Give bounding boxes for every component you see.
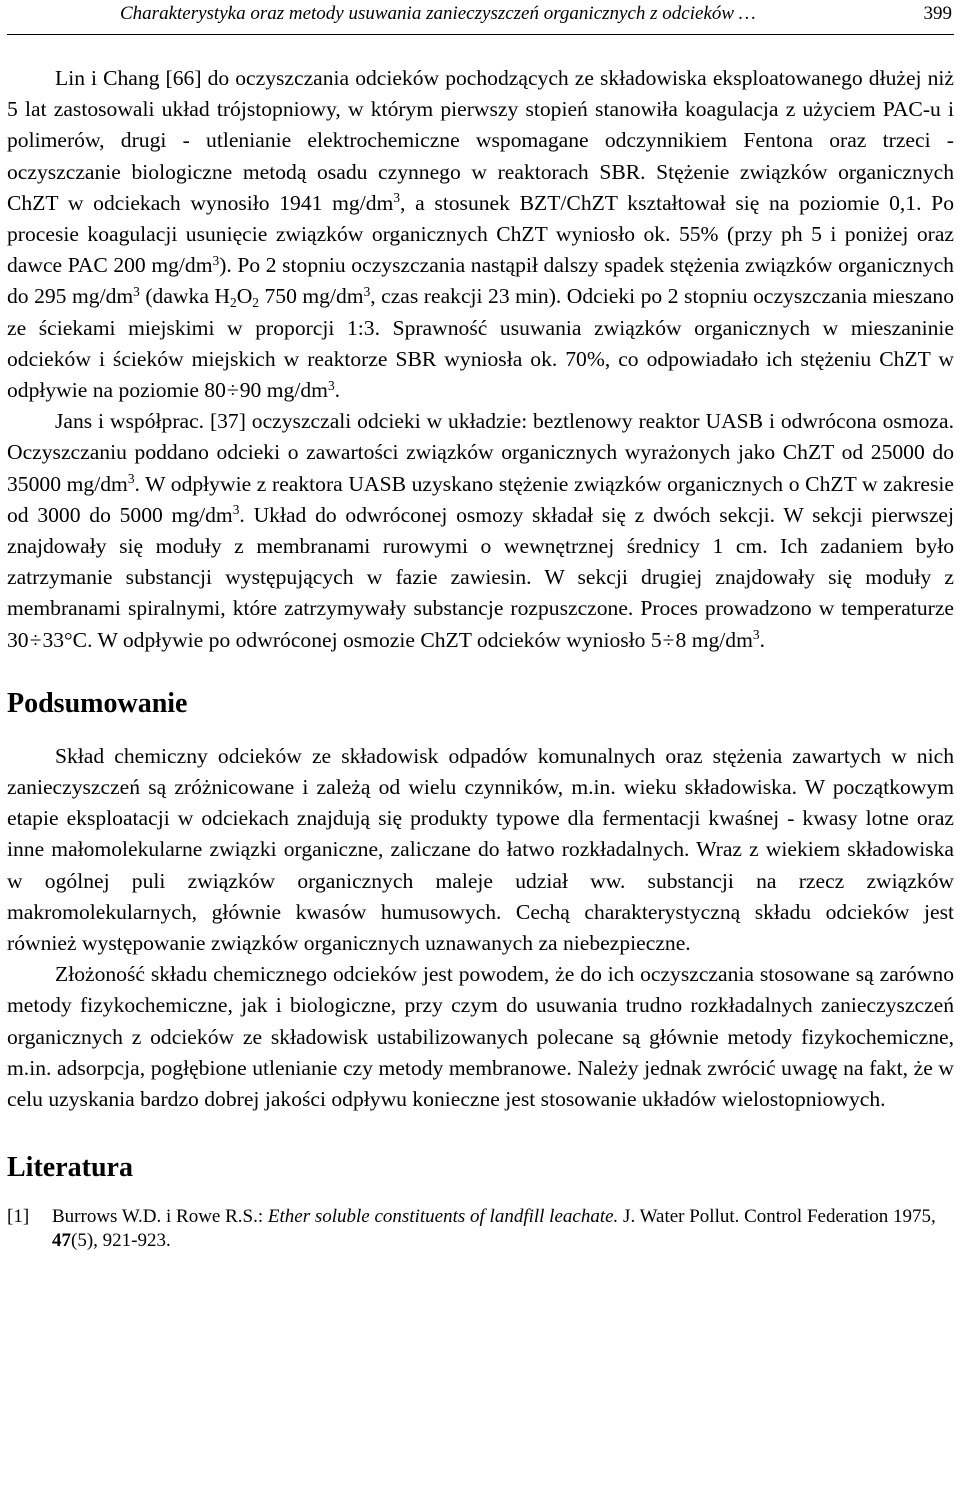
reference-volume: 47 xyxy=(52,1230,71,1252)
literature-heading: Literatura xyxy=(7,1152,133,1184)
reference-journal: J. Water Pollut. Control Federation 1975, xyxy=(618,1206,936,1228)
reference-pages: (5), 921-923. xyxy=(71,1230,171,1252)
paragraph-jans: Jans i współprac. [37] oczyszczali odcieki w układzie: beztlenowy reaktor UASB i odwrócona osmoza. Oczyszczaniu poddano odcieki o zawartości związków organicznych wyrażonych jako ChZT od 25000 do 35000 $mg/dm^3$. W odpływie z reaktora UASB uzyskano stężenie związków organicznych o ChZT w zakresie od 3000 do 5000 $mg/dm^3$. Układ do odwróconej osmozy składał się z dwóch sekcji. W sekcji pierwszej znajdowały się moduły z membranami rurowymi o wewnętrznej średnicy 1 cm. Ich zadaniem było zatrzymanie substancji występujących w fazie zawiesin. W sekcji drugiej znajdowały się moduły z membranami spiralnymi, które zatrzymywały substancje rozpuszczone. Proces prowadzono w temperaturze 30÷33°C. W odpływie po odwróconej osmozie ChZT odcieków wyniosło 5÷8 $mg/dm^3$. xyxy=(7,409,955,652)
summary-paragraph-1: Skład chemiczny odcieków ze składowisk odpadów komunalnych oraz stężenia zawartych w nich zanieczyszczeń są zróżnicowane i zależą od wielu czynników, m.in. wieku składowiska. W początkowym etapie eksploatacji w odciekach znajdują się produkty typowe dla fermentacji kwaśnej - kwasy lotne oraz inne małomolekularne związki organiczne, zaliczane do łatwo rozkładalnych. Wraz z wiekiem składowiska w ogólnej puli związków organicznych maleje udział ww. substancji na rzecz związków makromolekularnych, głównie kwasów humusowych. Cechą charakterystyczną składu odcieków jest również występowanie związków organicznych uznawanych za niebezpieczne. xyxy=(7,743,954,956)
summary-heading: Podsumowanie xyxy=(7,687,188,719)
running-header-title: Charakterystyka oraz metody usuwania zanieczyszczeń organicznych z odcieków … xyxy=(120,3,756,24)
page-number: 399 xyxy=(923,3,952,24)
reference-authors: Burrows W.D. i Rowe R.S.: xyxy=(52,1206,268,1228)
document-page xyxy=(7,0,954,1253)
summary-paragraph-2: Złożoność składu chemicznego odcieków jest powodem, że do ich oczyszczania stosowane są zarówno metody fizykochemiczne, jak i biologiczne, przy czym do usuwania trudno rozkładalnych zanieczyszczeń organicznych z odcieków ze składowisk ustabilizowanych polecane są głównie metody fizykochemiczne, m.in. adsorpcja, pogłębione utlenianie czy metody membranowe. Należy jednak zwrócić uwagę na fakt, że w celu uzyskania bardzo dobrej jakości odpływu konieczne jest stosowanie układów wielostopniowych. xyxy=(7,962,954,1112)
reference-item xyxy=(7,1205,954,1253)
reference-title: Ether soluble constituents of landfill leachate. xyxy=(267,1206,619,1228)
reference-number: [1] xyxy=(7,1206,30,1228)
running-header xyxy=(7,0,954,35)
body-section xyxy=(7,63,954,656)
paragraph-lin-chang: Lin i Chang [66] do oczyszczania odcieków pochodzących ze składowiska eksploatowanego dłużej niż 5 lat zastosowali układ trójstopniowy, w którym pierwszy stopień stanowiła koagulacja z użyciem PAC-u i polimerów, drugi - utlenianie elektrochemiczne wspomagane odczynnikiem Fentona oraz trzeci - oczyszczanie biologiczne metodą osadu czynnego w reaktorach SBR. Stężenie związków organicznych ChZT w odciekach wynosiło 1941 $mg/dm^3$, a stosunek BZT/ChZT kształtował się na poziomie 0,1. Po procesie koagulacji usunięcie związków organicznych ChZT wyniosło ok. 55% (przy ph 5 i poniżej oraz dawce PAC 200 $mg/dm^3$). Po 2 stopniu oczyszczania nastąpił dalszy spadek stężenia związków organicznych do 295 $mg/dm^3$ (dawka $H_2O_2$ 750 $mg/dm^3$, czas reakcji 23 min). Odcieki po 2 stopniu oczyszczania mieszano ze ściekami miejskimi w proporcji 1:3. Sprawność usuwania związków organicznych w mieszaninie odcieków i ścieków miejskich w reaktorze SBR wyniosła ok. 70%, co odpowiadało ich stężeniu ChZT w odpływie na poziomie 80÷90 $mg/dm^3$. xyxy=(7,66,955,403)
